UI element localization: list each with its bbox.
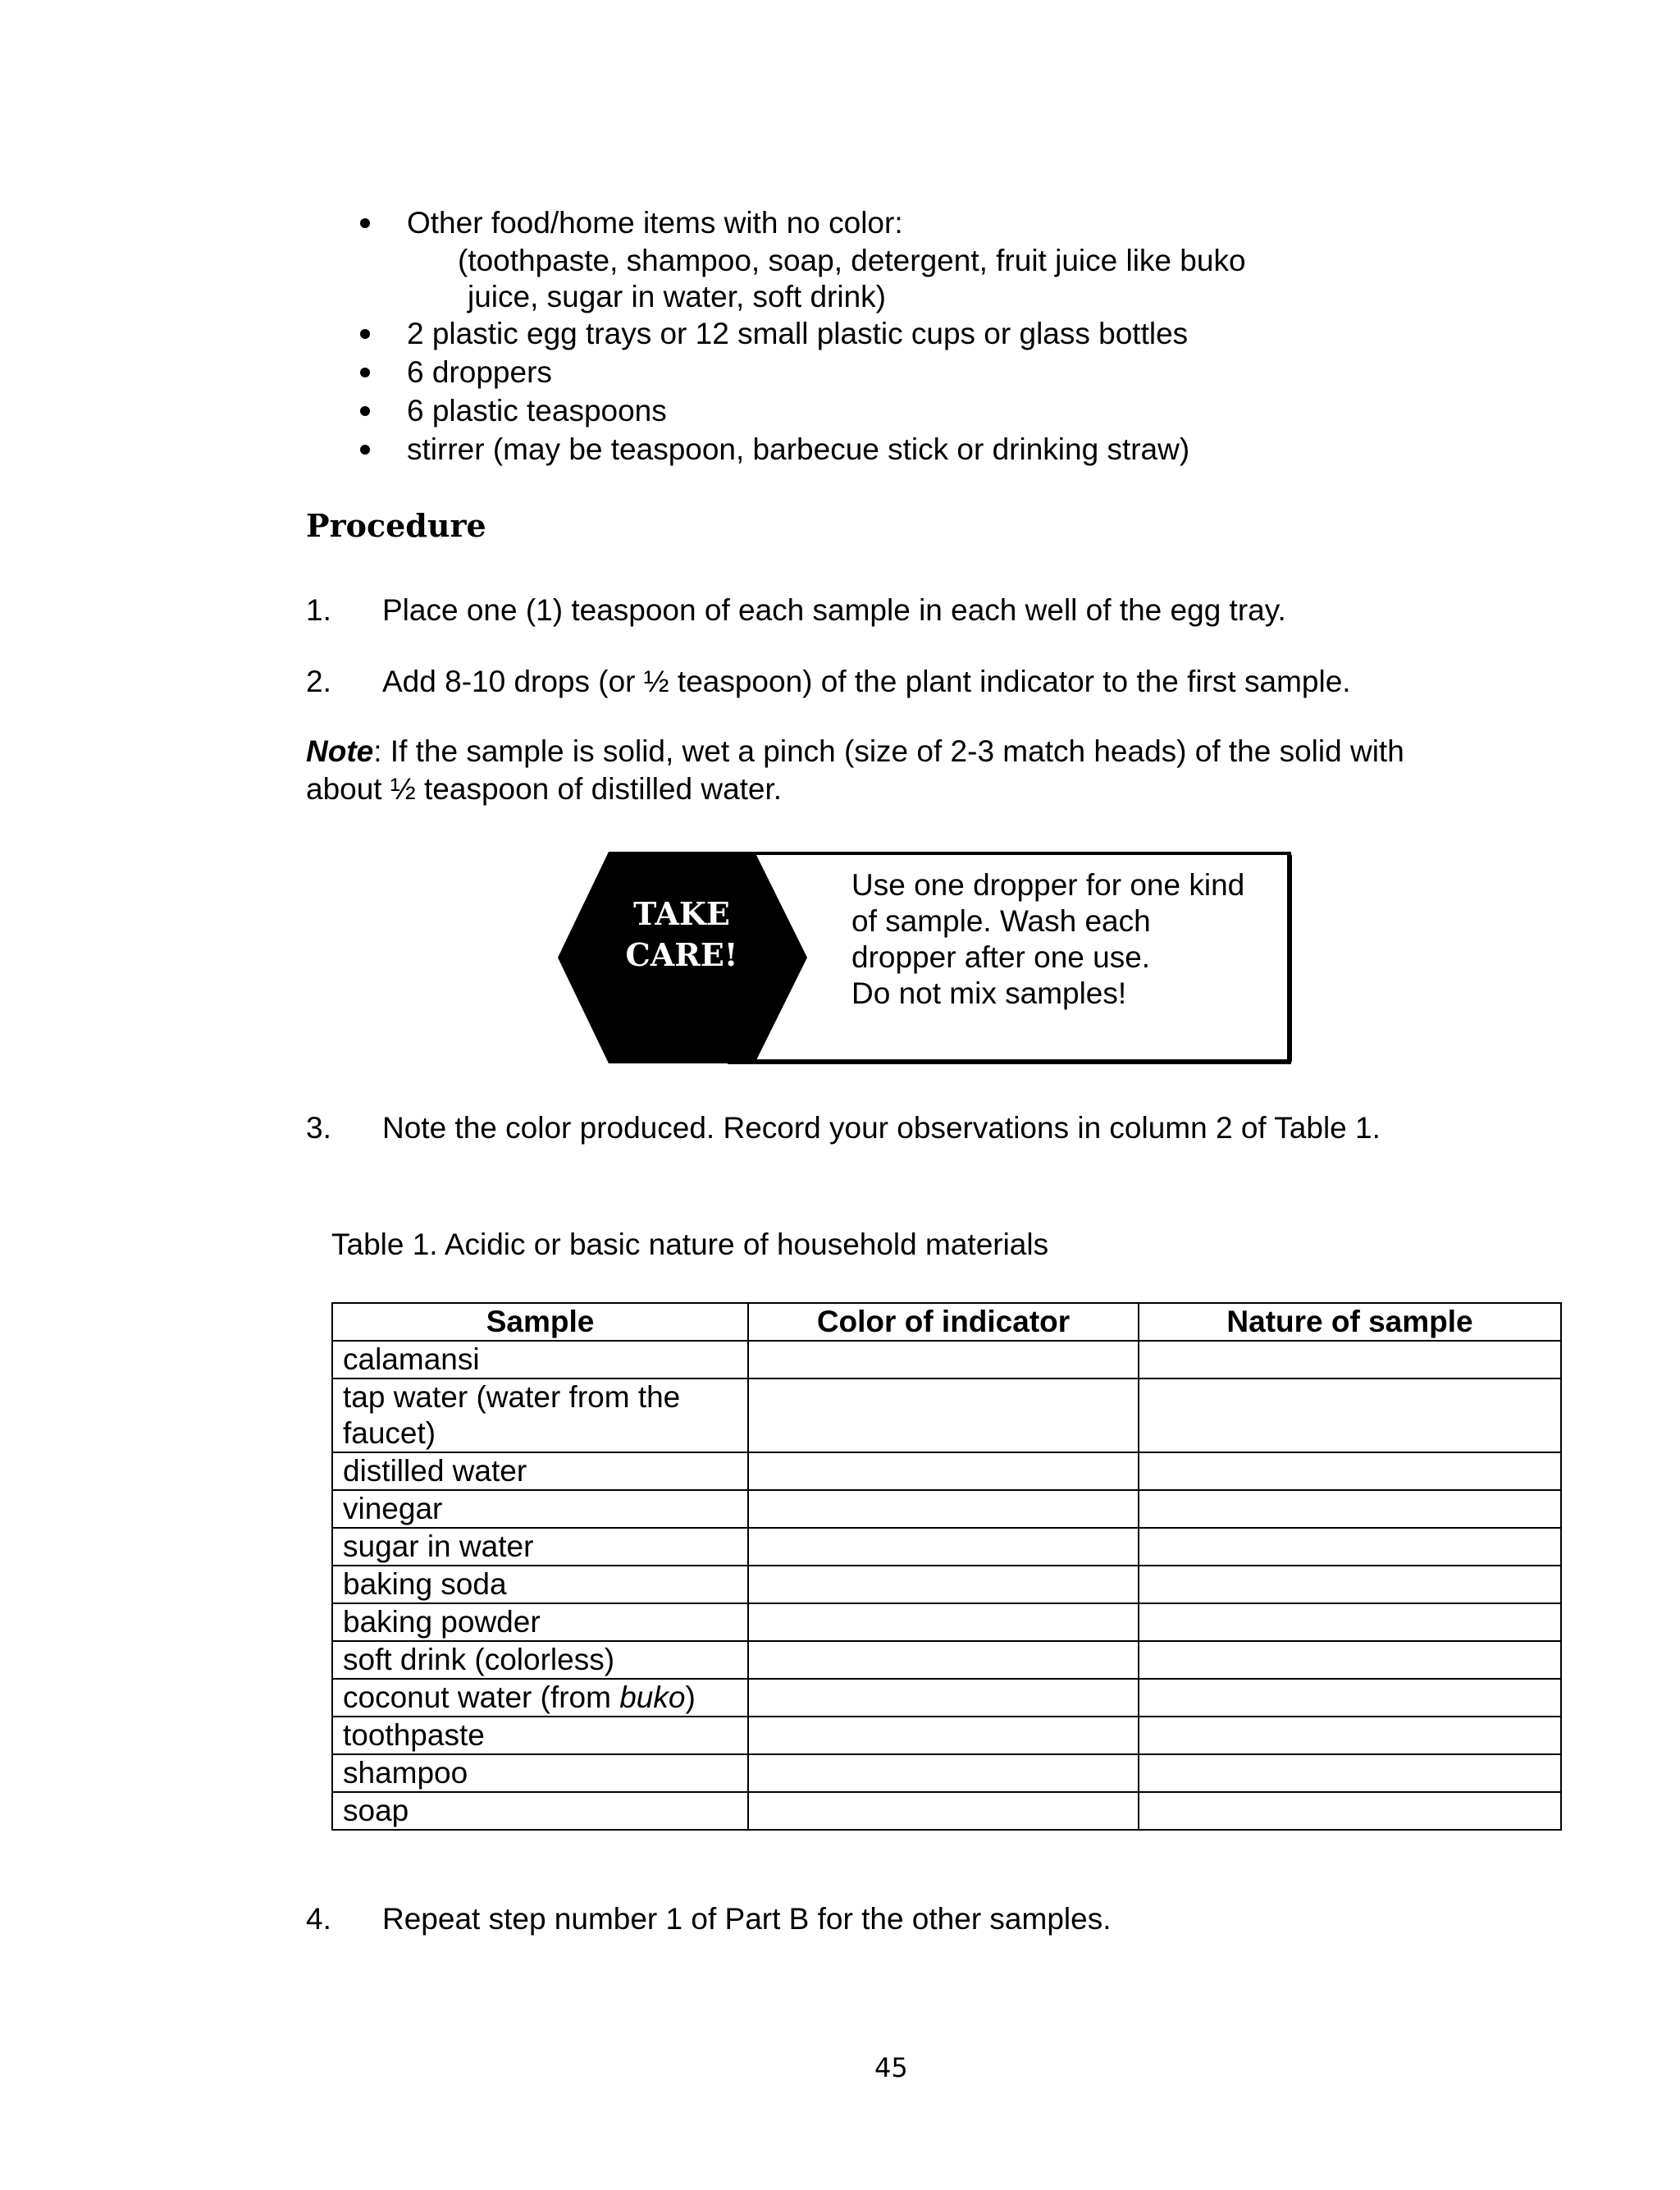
caution-title-line: TAKE: [633, 895, 730, 932]
caution-text: [851, 867, 1244, 1012]
note-text-line2: about ½ teaspoon of distilled water.: [306, 772, 783, 806]
nature-cell[interactable]: [1139, 1452, 1561, 1490]
color-cell[interactable]: [748, 1754, 1139, 1792]
step-number: 4.: [306, 1902, 331, 1936]
page-number: 45: [874, 2052, 908, 2083]
step-text: Add 8-10 drops (or ½ teaspoon) of the plant indicator to the first sample.: [382, 665, 1351, 698]
list-item: stirrer (may be teaspoon, barbecue stick or drinking straw): [407, 432, 1190, 466]
step-text: Place one (1) teaspoon of each sample in each well of the egg tray.: [382, 593, 1286, 627]
note-label: Note: [306, 734, 374, 768]
nature-cell[interactable]: [1139, 1792, 1561, 1830]
nature-cell[interactable]: [1139, 1341, 1561, 1378]
color-cell[interactable]: [748, 1679, 1139, 1717]
color-cell[interactable]: [748, 1603, 1139, 1641]
bullet-icon: [360, 329, 370, 339]
table-row: [332, 1341, 1561, 1378]
table-row: [332, 1566, 1561, 1603]
sample-cell: vinegar: [332, 1490, 748, 1528]
sample-cell-text: coconut water (from: [343, 1680, 620, 1714]
step-text: Note the color produced. Record your observations in column 2 of Table 1.: [382, 1111, 1381, 1145]
sample-cell-italic: buko: [619, 1680, 686, 1714]
color-cell[interactable]: [748, 1792, 1139, 1830]
column-header: Color of indicator: [748, 1303, 1139, 1341]
step-number: 3.: [306, 1111, 331, 1145]
sample-cell: baking soda: [332, 1566, 748, 1603]
note-text: : If the sample is solid, wet a pinch (size of 2-3 match heads) of the solid with: [373, 734, 1404, 768]
bullet-icon: [360, 406, 370, 416]
sample-cell: toothpaste: [332, 1717, 748, 1754]
nature-cell[interactable]: [1139, 1717, 1561, 1754]
observations-table: [331, 1302, 1562, 1831]
sample-cell-line: tap water (water from the: [343, 1380, 681, 1414]
color-cell[interactable]: [748, 1717, 1139, 1754]
caution-text-line: of sample. Wash each: [851, 904, 1151, 938]
table-row: [332, 1452, 1561, 1490]
step-number: 2.: [306, 665, 331, 698]
table-row: [332, 1603, 1561, 1641]
color-cell[interactable]: [748, 1490, 1139, 1528]
color-cell[interactable]: [748, 1641, 1139, 1679]
list-item: 6 droppers: [407, 355, 552, 389]
nature-cell[interactable]: [1139, 1566, 1561, 1603]
step-text: Repeat step number 1 of Part B for the other samples.: [382, 1902, 1112, 1936]
color-cell[interactable]: [748, 1378, 1139, 1452]
color-cell[interactable]: [748, 1452, 1139, 1490]
nature-cell[interactable]: [1139, 1490, 1561, 1528]
nature-cell[interactable]: [1139, 1378, 1561, 1452]
table-caption: Table 1. Acidic or basic nature of household materials: [331, 1228, 1049, 1261]
table-row: [332, 1754, 1561, 1792]
table-row: [332, 1378, 1561, 1452]
caution-text-line: Use one dropper for one kind: [851, 868, 1245, 902]
table-header-row: [332, 1303, 1561, 1341]
sample-cell: baking powder: [332, 1603, 748, 1641]
nature-cell[interactable]: [1139, 1679, 1561, 1717]
nature-cell[interactable]: [1139, 1641, 1561, 1679]
nature-cell[interactable]: [1139, 1528, 1561, 1566]
list-item: 2 plastic egg trays or 12 small plastic cups or glass bottles: [407, 317, 1189, 350]
list-item: 6 plastic teaspoons: [407, 394, 667, 427]
sample-cell: calamansi: [332, 1341, 748, 1378]
sample-cell-text: ): [685, 1680, 696, 1714]
table-row: [332, 1641, 1561, 1679]
table-row: [332, 1490, 1561, 1528]
caution-title: [579, 894, 784, 976]
table-row: [332, 1717, 1561, 1754]
list-item-sub: (toothpaste, shampoo, soap, detergent, fruit juice like buko: [458, 244, 1246, 277]
caution-text-line: Do not mix samples!: [851, 976, 1127, 1010]
list-item: Other food/home items with no color:: [407, 206, 903, 240]
sample-cell: soft drink (colorless): [332, 1641, 748, 1679]
nature-cell[interactable]: [1139, 1754, 1561, 1792]
sample-cell: [332, 1378, 748, 1452]
sample-cell-line: faucet): [343, 1416, 436, 1450]
bullet-icon: [360, 218, 370, 228]
table-row: [332, 1528, 1561, 1566]
step-number: 1.: [306, 593, 331, 627]
sample-cell: shampoo: [332, 1754, 748, 1792]
sample-cell: [332, 1679, 748, 1717]
table-row: [332, 1679, 1561, 1717]
bullet-icon: [360, 445, 370, 455]
caution-text-line: dropper after one use.: [851, 940, 1151, 974]
list-item-sub: juice, sugar in water, soft drink): [468, 280, 886, 313]
table-row: [332, 1792, 1561, 1830]
column-header: Nature of sample: [1139, 1303, 1561, 1341]
nature-cell[interactable]: [1139, 1603, 1561, 1641]
color-cell[interactable]: [748, 1566, 1139, 1603]
column-header: Sample: [332, 1303, 748, 1341]
sample-cell: sugar in water: [332, 1528, 748, 1566]
caution-title-line: CARE!: [625, 936, 738, 973]
sample-cell: distilled water: [332, 1452, 748, 1490]
bullet-icon: [360, 368, 370, 377]
section-heading: Procedure: [306, 507, 486, 544]
color-cell[interactable]: [748, 1341, 1139, 1378]
sample-cell: soap: [332, 1792, 748, 1830]
note-paragraph: [306, 733, 1404, 770]
color-cell[interactable]: [748, 1528, 1139, 1566]
